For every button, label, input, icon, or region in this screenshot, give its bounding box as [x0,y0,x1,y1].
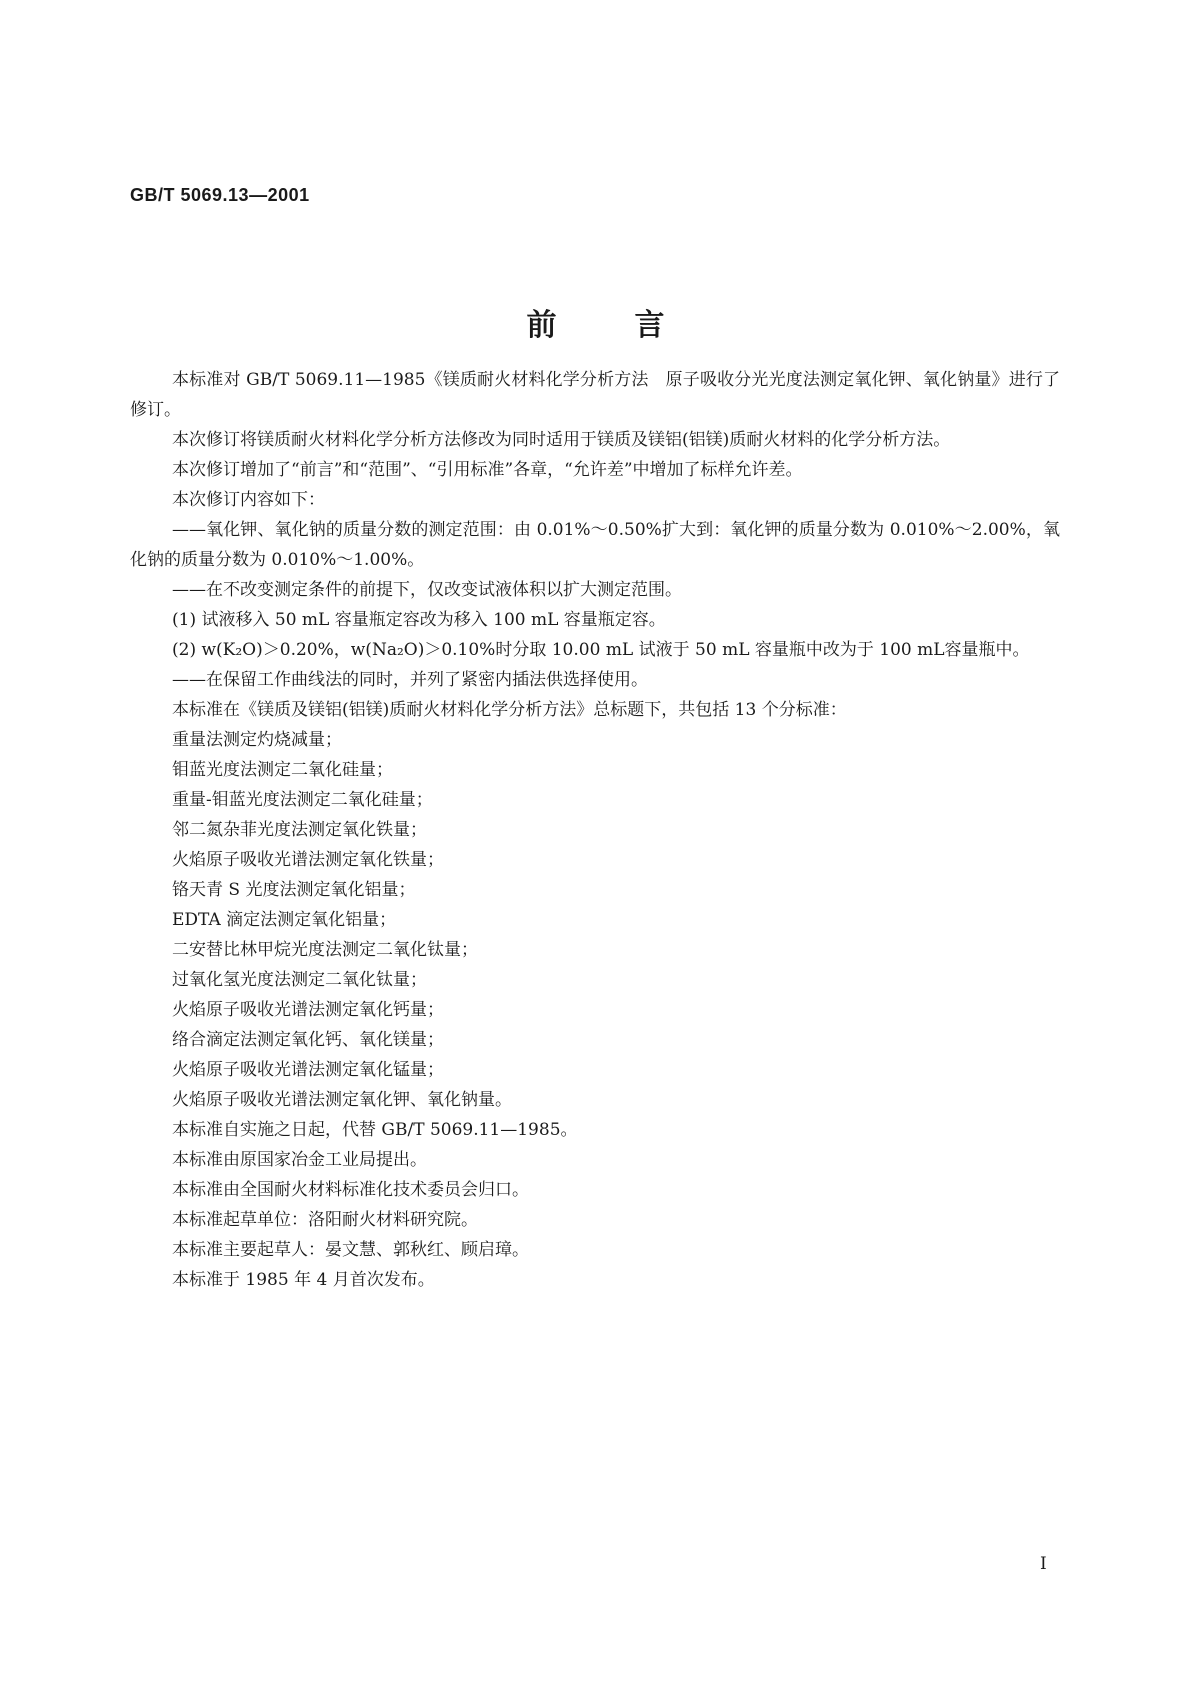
sub-standard-item: 火焰原子吸收光谱法测定氧化锰量； [172,1060,444,1080]
sub-standard-item: 火焰原子吸收光谱法测定氧化钾、氧化钠量。 [172,1090,512,1110]
sub-standard-item: 邻二氮杂菲光度法测定氧化铁量； [172,820,427,840]
sub-standard-item: 重量法测定灼烧减量； [172,730,342,750]
revision-item: ——在不改变测定条件的前提下，仅改变试液体积以扩大测定范围。 [172,580,682,600]
paragraph: 本标准在《镁质及镁铝(铝镁)质耐火材料化学分析方法》总标题下，共包括 13 个分标准： [172,700,847,720]
revision-subitem: (2) w(K₂O)＞0.20%，w(Na₂O)＞0.10%时分取 10.00 mL 试液于 50 mL 容量瓶中改为于 100 mL容量瓶中。 [172,640,1030,660]
title-part-1: 前 [526,308,557,343]
revision-item: ——氧化钾、氧化钠的质量分数的测定范围：由 0.01%～0.50%扩大到：氧化钾的质量分数为 0.010%～2.00%，氧化钠的质量分数为 0.010%～1.00%。 [130,520,1060,570]
page-number: I [1040,1554,1047,1574]
closing-paragraph: 本标准由全国耐火材料标准化技术委员会归口。 [172,1180,529,1200]
sub-standard-item: 过氧化氢光度法测定二氧化钛量； [172,970,427,990]
sub-standard-item: 钼蓝光度法测定二氧化硅量； [172,760,393,780]
paragraph: 本次修订内容如下： [172,490,325,510]
closing-paragraph: 本标准自实施之日起，代替 GB/T 5069.11—1985。 [172,1120,578,1140]
closing-paragraph: 本标准起草单位：洛阳耐火材料研究院。 [172,1210,478,1230]
page-title [0,300,1191,344]
closing-paragraph: 本标准于 1985 年 4 月首次发布。 [172,1270,435,1290]
standard-code: GB/T 5069.13—2001 [130,185,310,205]
revision-item: ——在保留工作曲线法的同时，并列了紧密内插法供选择使用。 [172,670,648,690]
sub-standard-item: 重量-钼蓝光度法测定二氧化硅量； [172,790,433,810]
sub-standard-item: 二安替比林甲烷光度法测定二氧化钛量； [172,940,478,960]
title-part-2: 言 [634,308,665,343]
sub-standard-item: 火焰原子吸收光谱法测定氧化钙量； [172,1000,444,1020]
paragraph: 本次修订增加了“前言”和“范围”、“引用标准”各章，“允许差”中增加了标样允许差。 [172,460,803,480]
sub-standard-item: EDTA 滴定法测定氧化铝量； [172,910,397,930]
sub-standard-item: 络合滴定法测定氧化钙、氧化镁量； [172,1030,444,1050]
sub-standard-item: 铬天青 S 光度法测定氧化铝量； [172,880,416,900]
paragraph: 本次修订将镁质耐火材料化学分析方法修改为同时适用于镁质及镁铝(铝镁)质耐火材料的化学分析方法。 [172,430,951,450]
foreword-body [130,365,1060,1295]
paragraph: 本标准对 GB/T 5069.11—1985《镁质耐火材料化学分析方法 原子吸收分光光度法测定氧化钾、氧化钠量》进行了修订。 [130,370,1060,420]
sub-standard-item: 火焰原子吸收光谱法测定氧化铁量； [172,850,444,870]
closing-paragraph: 本标准主要起草人：晏文慧、郭秋红、顾启璋。 [172,1240,529,1260]
closing-paragraph: 本标准由原国家冶金工业局提出。 [172,1150,427,1170]
revision-subitem: (1) 试液移入 50 mL 容量瓶定容改为移入 100 mL 容量瓶定容。 [172,610,666,630]
